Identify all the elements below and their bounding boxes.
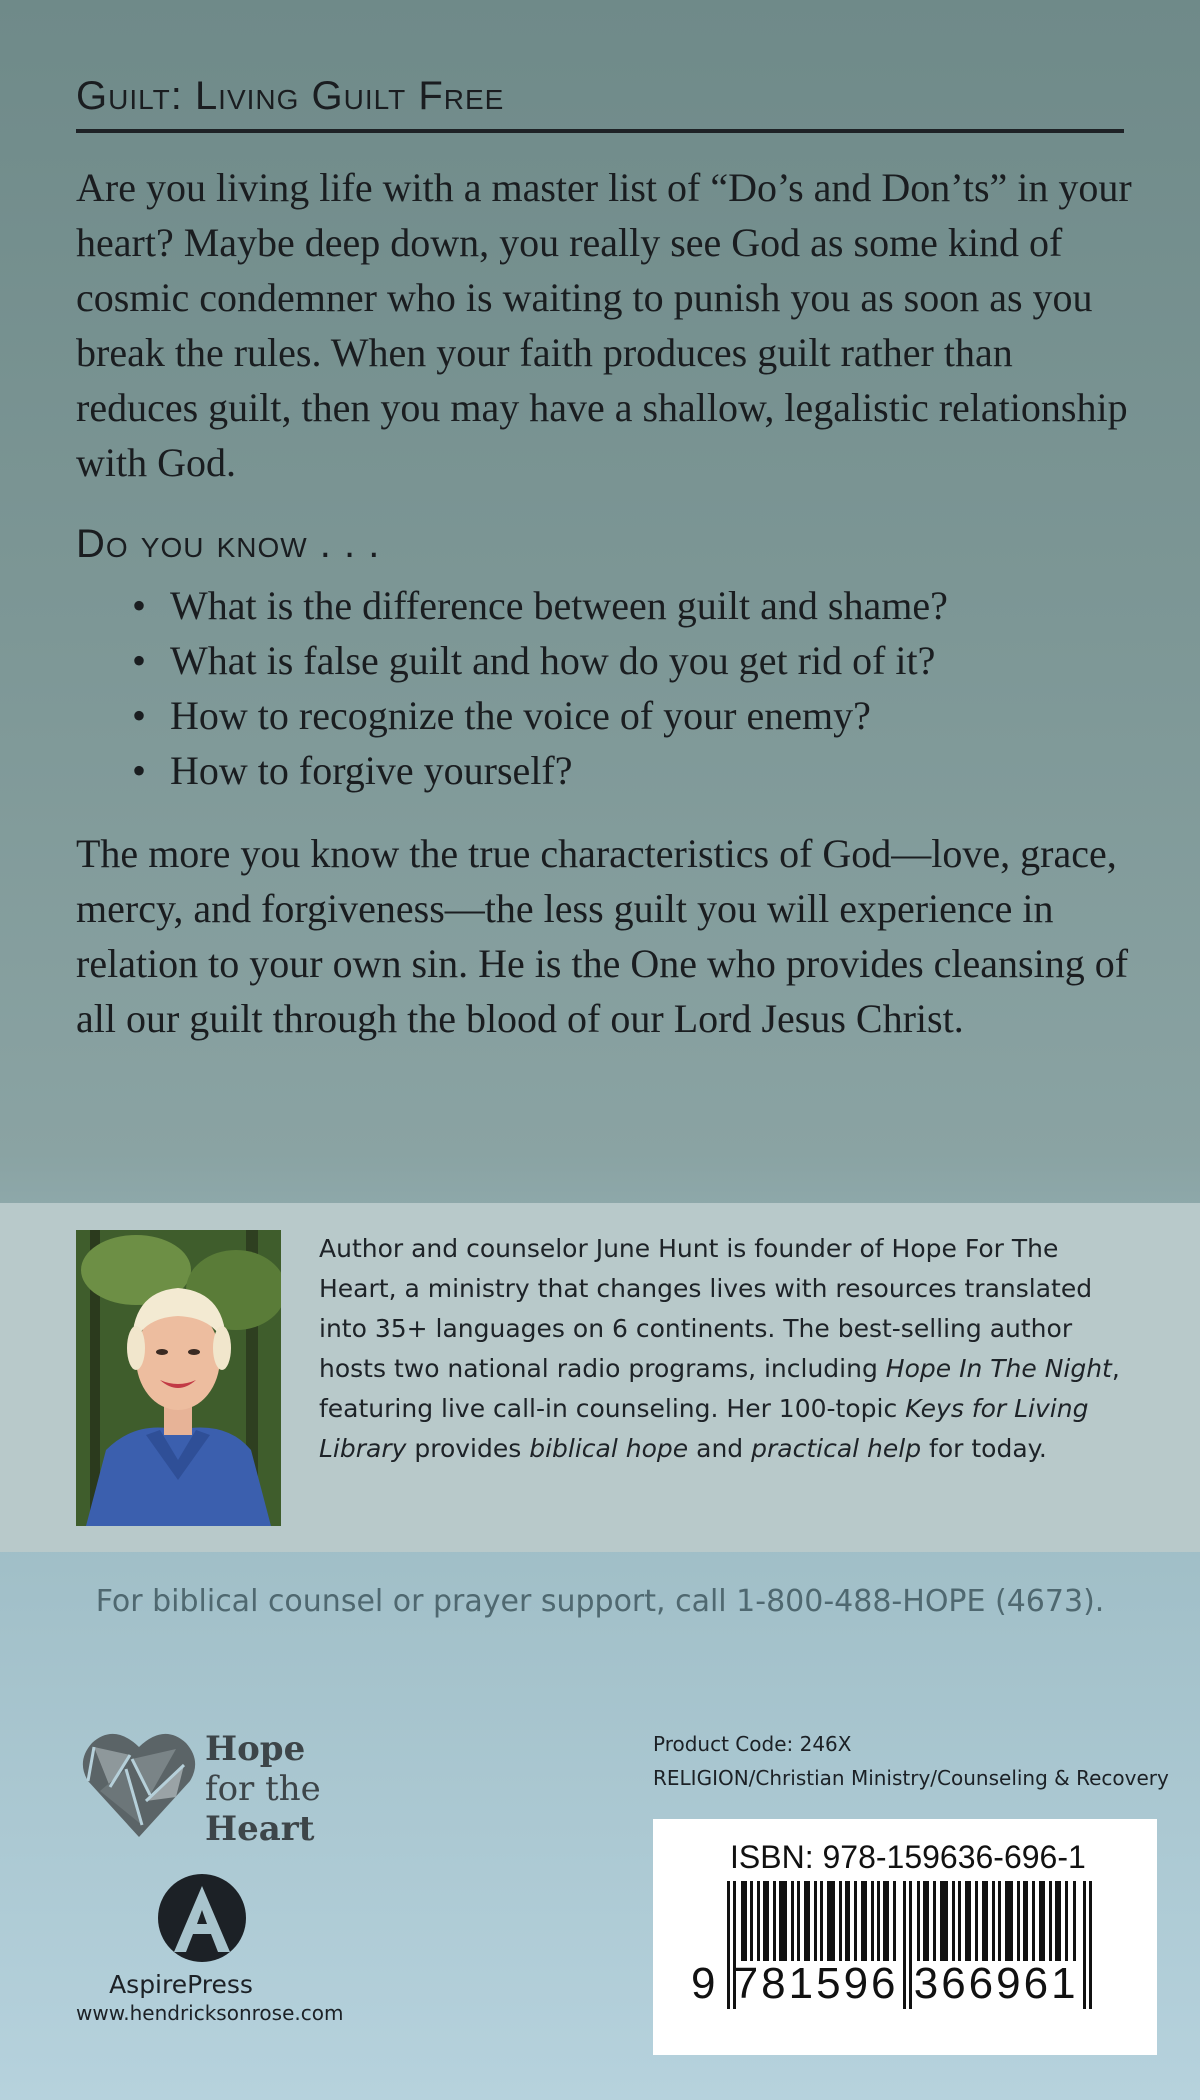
- intro-paragraph: Are you living life with a master list of “Do’s and Don’ts” in your heart? Maybe deep down, you really see God as some kind of cosmic condemner who is waiting to punish you as soon as you break the rules. When your faith produces guilt rather than reduces guilt, then you may have a shallow, legalistic relationship with God.: [76, 165, 1132, 485]
- isbn-barcode: [653, 1819, 1157, 2055]
- aspire-wordmark-part: Aspire: [109, 1970, 188, 1999]
- bio-emphasis: biblical hope: [529, 1434, 689, 1463]
- hope-for-the-heart-logo: [80, 1725, 340, 1850]
- hope-logo-line: Heart: [205, 1809, 315, 1849]
- counsel-phone-line: For biblical counsel or prayer support, call 1-800-488-HOPE (4673).: [95, 1584, 1105, 1619]
- questions-list: [128, 578, 948, 798]
- hope-logo-wordmark: [205, 1729, 321, 1849]
- bio-text: , featuring live call-in counseling. Her 100-topic: [319, 1354, 1120, 1423]
- bio-text: Author and counselor June Hunt is founder of Hope For The Heart, a ministry that changes lives with resources translated into 35+ languages on 6 continents. The best-selling author hosts two national radio programs, including: [319, 1234, 1093, 1383]
- product-info: [653, 1727, 1169, 1795]
- question-text: How to recognize the voice of your enemy?: [170, 693, 871, 738]
- bio-text: and: [688, 1434, 752, 1463]
- bio-text: provides: [406, 1434, 530, 1463]
- question-text: How to forgive yourself?: [170, 748, 573, 793]
- barcode-number: 9 781596 366961: [691, 1959, 1079, 2008]
- list-item: [128, 633, 948, 688]
- bullet-icon: •: [132, 693, 147, 738]
- aspire-press-logo: [76, 1872, 346, 2022]
- author-bio: [319, 1229, 1129, 1469]
- list-item: [128, 578, 948, 633]
- hope-logo-line: Hope: [205, 1729, 306, 1769]
- bio-library-title: Keys for Living Library: [319, 1394, 1089, 1463]
- aspire-press-wordmark: [76, 1970, 286, 1999]
- bullet-icon: •: [132, 748, 147, 793]
- author-band: [0, 1203, 1200, 1552]
- author-portrait-illustration: [76, 1230, 281, 1526]
- hope-logo-line: for the: [205, 1769, 321, 1809]
- list-item: [128, 743, 948, 798]
- question-text: What is false guilt and how do you get rid of it?: [170, 638, 936, 683]
- question-text: What is the difference between guilt and shame?: [170, 583, 948, 628]
- product-code: Product Code: 246X: [653, 1732, 852, 1756]
- bullet-icon: •: [132, 638, 147, 683]
- bullet-icon: •: [132, 583, 147, 628]
- closing-paragraph: The more you know the true characteristics of God—love, grace, mercy, and forgiveness—the less guilt you will experience in relation to your own sin. He is the One who provides cleansing of all our guilt through the blood of our Lord Jesus Christ.: [76, 831, 1129, 1041]
- questions-heading: Do you know . . .: [76, 522, 381, 566]
- product-category: RELIGION/Christian Ministry/Counseling & Recovery: [653, 1766, 1169, 1790]
- aspire-a-icon: [76, 1872, 286, 1968]
- bio-text: for today.: [921, 1434, 1047, 1463]
- bio-emphasis: practical help: [751, 1434, 922, 1463]
- section-heading: Guilt: Living Guilt Free: [76, 74, 1124, 133]
- bio-radio-title: Hope In The Night: [885, 1354, 1112, 1383]
- author-photo: [76, 1230, 281, 1526]
- heart-icon: [80, 1725, 198, 1843]
- publisher-website: www.hendricksonrose.com: [76, 2001, 344, 2025]
- isbn-label: ISBN: 978-159636-696-1: [730, 1839, 1086, 1875]
- aspire-wordmark-part: Press: [187, 1970, 253, 1999]
- list-item: [128, 688, 948, 743]
